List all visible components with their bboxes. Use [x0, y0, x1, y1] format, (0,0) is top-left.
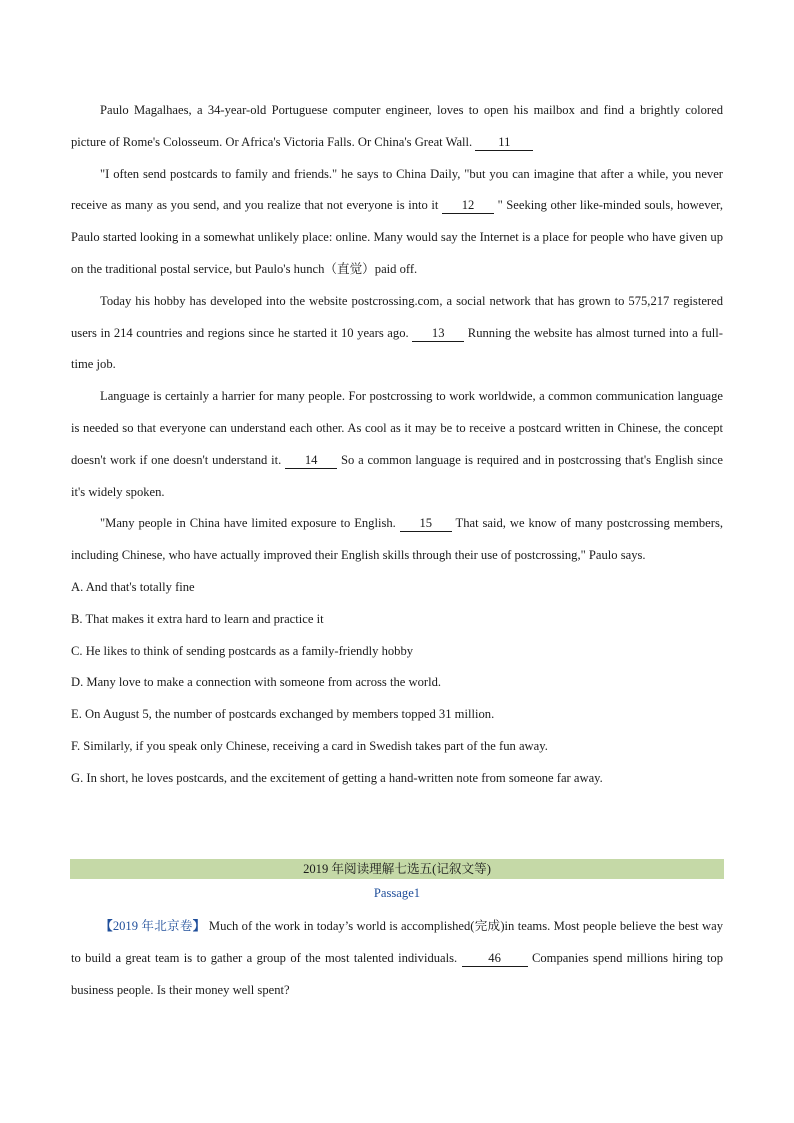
- paragraph-1: Paulo Magalhaes, a 34-year-old Portuguese computer engineer, loves to open his mailbox and find a brightly colored picture of Rome's Colosseum. Or Africa's Victoria Falls. Or China's Great Wall. 11: [71, 103, 723, 149]
- option-c: C. He likes to think of sending postcards as a family-friendly hobby: [71, 643, 414, 658]
- options-list: [71, 572, 723, 795]
- passage-body: [71, 95, 723, 795]
- passage2-body: [71, 911, 723, 1006]
- section-banner: 2019 年阅读理解七选五(记叙文等): [70, 859, 724, 879]
- option-e: E. On August 5, the number of postcards exchanged by members topped 31 million.: [71, 707, 495, 722]
- option-f: F. Similarly, if you speak only Chinese, receiving a card in Swedish takes part of the fun away.: [71, 738, 548, 753]
- blank-11[interactable]: 11: [475, 135, 533, 151]
- paragraph-2: "I often send postcards to family and friends." he says to China Daily, "but you can imagine that after a while, you never receive as many as you send, and you realize that not everyone is into it 12 " Seeking other like-minded souls, however, Paulo started looking in a somewhat unlikely place: online. Many would say the Internet is a place for people who have given up on the traditional postal service, but Paulo's hunch（直觉）paid off.: [71, 166, 723, 276]
- blank-13[interactable]: 13: [412, 326, 464, 342]
- option-g: G. In short, he loves postcards, and the excitement of getting a hand-written note from someone far away.: [71, 770, 603, 785]
- option-a: A. And that's totally fine: [71, 579, 195, 594]
- blank-14[interactable]: 14: [285, 453, 337, 469]
- blank-15[interactable]: 15: [400, 516, 452, 532]
- paragraph-3: Today his hobby has developed into the website postcrossing.com, a social network that has grown to 575,217 registered users in 214 countries and regions since he started it 10 years ago. 13 Running the website has almost turned into a full-time job.: [71, 293, 723, 372]
- passage2-paragraph-1: 【2019 年北京卷】 Much of the work in today’s world is accomplished(完成)in teams. Most people believe the best way to build a great team is to gather a group of the most talented individuals. 46 Companies spend millions hiring top business people. Is their money well spent?: [71, 919, 724, 997]
- paragraph-4: Language is certainly a harrier for many people. For postcrossing to work worldwide, a common communication language is needed so that everyone can understand each other. As cool as it may be to receive a postcard written in Chinese, the concept doesn't work if one doesn't understand it. 14 So a common language is required and in postcrossing that's English since it's widely spoken.: [71, 389, 723, 499]
- paragraph-5: "Many people in China have limited exposure to English. 15 That said, we know of many postcrossing members, including Chinese, who have actually improved their English skills through their use of postcrossing," Paulo says.: [71, 516, 724, 563]
- passage-label: Passage1: [373, 886, 421, 900]
- option-b: B. That makes it extra hard to learn and practice it: [71, 611, 324, 626]
- blank-12[interactable]: 12: [442, 198, 494, 214]
- source-tag: 2019 年北京卷: [112, 919, 193, 933]
- option-d: D. Many love to make a connection with someone from across the world.: [71, 675, 442, 690]
- source-bracket-open: 【: [100, 919, 113, 933]
- source-bracket-close: 】: [192, 919, 206, 933]
- blank-46[interactable]: 46: [462, 951, 528, 967]
